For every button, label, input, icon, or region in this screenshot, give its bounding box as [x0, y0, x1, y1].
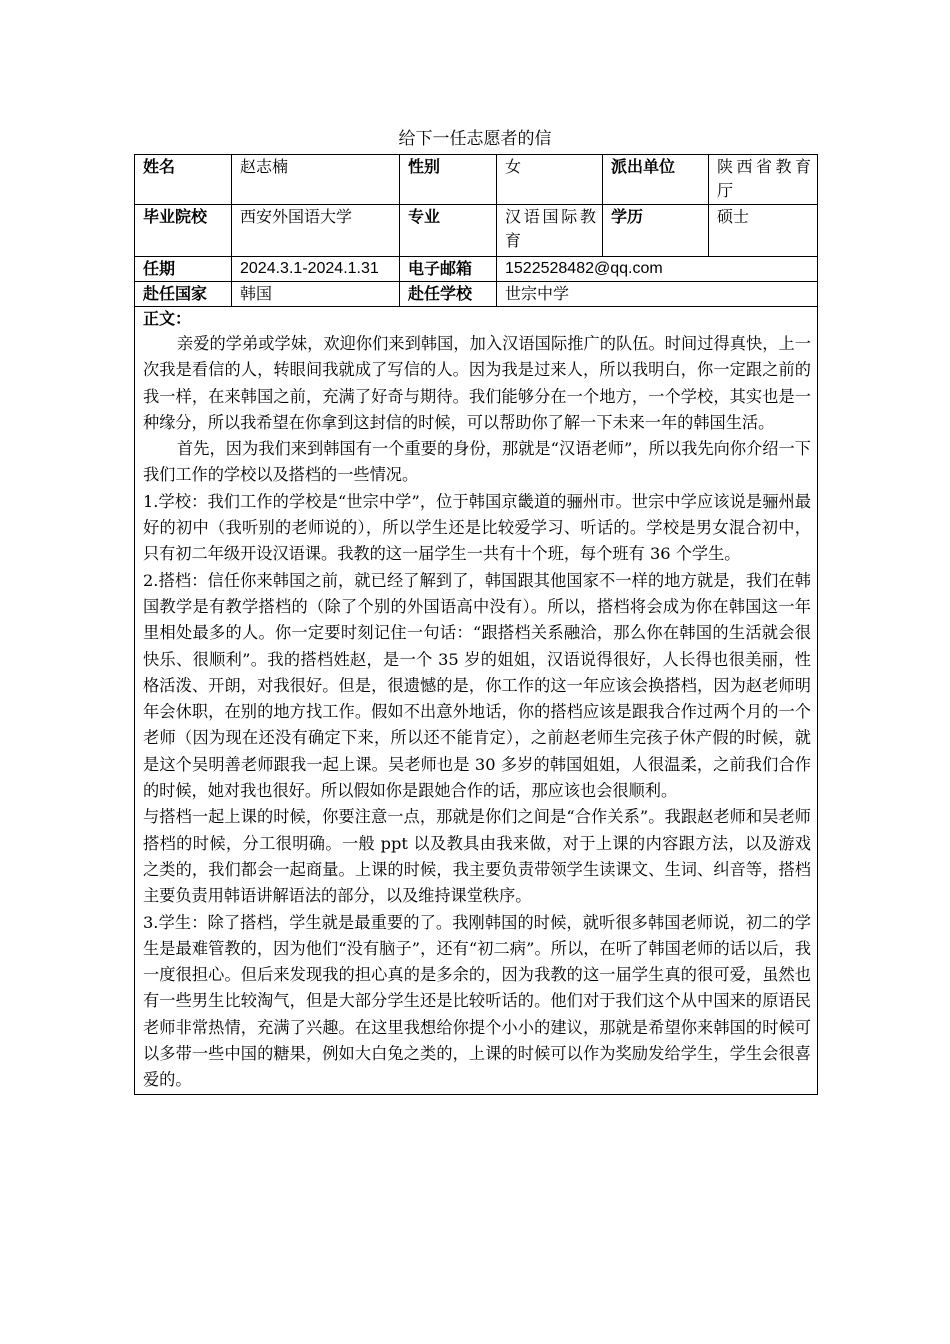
info-table: [134, 154, 818, 1095]
major-value: 汉语国际教育: [497, 205, 603, 257]
info-row-name: [135, 155, 818, 205]
body-paragraph: 与搭档一起上课的时候，你要注意一点，那就是你们之间是“合作关系”。我跟赵老师和吴老师搭档的时候，分工很明确。一般 ppt 以及教具由我来做，对于上课的内容跟方法，以及游戏之类的，我们都会一起商量。上课的时候，我主要负责带领学生读课文、生词、纠音等，搭档主要负责用韩语讲解语法的部分，以及维持课堂秩序。: [143, 807, 811, 906]
letter-body: [135, 307, 818, 1095]
term-value: 2024.3.1-2024.1.31: [232, 257, 400, 282]
country-label: 赴任国家: [135, 282, 232, 307]
body-heading: 正文：: [143, 309, 192, 328]
post-school-label: 赴任学校: [400, 282, 497, 307]
post-school-value: 世宗中学: [497, 282, 818, 307]
email-label: 电子邮箱: [400, 257, 497, 282]
document-title: 给下一任志愿者的信: [398, 129, 552, 149]
major-label: 专业: [400, 205, 497, 257]
body-paragraph: 首先，因为我们来到韩国有一个重要的身份，那就是“汉语老师”，所以我先向你介绍一下我们工作的学校以及搭档的一些情况。: [143, 439, 811, 485]
body-paragraph: 3.学生：除了搭档，学生就是最重要的了。我刚韩国的时候，就听很多韩国老师说，初二的学生是最难管教的，因为他们“没有脑子”，还有“初二病”。所以，在听了韩国老师的话以后，我一度很担心。但后来发现我的担心真的是多余的，因为我教的这一届学生真的很可爱，虽然也有一些男生比较淘气，但是大部分学生还是比较听话的。他们对于我们这个从中国来的原语民老师非常热情，充满了兴趣。在这里我想给你提个小小的建议，那就是希望你来韩国的时候可以多带一些中国的糖果，例如大白兔之类的，上课的时候可以作为奖励发给学生，学生会很喜爱的。: [143, 912, 811, 1090]
degree-value: 硕士: [709, 205, 818, 257]
country-value: 韩国: [232, 282, 400, 307]
school-label: 毕业院校: [135, 205, 232, 257]
body-paragraph: 2.搭档：信任你来韩国之前，就已经了解到了，韩国跟其他国家不一样的地方就是，我们在韩国教学是有教学搭档的（除了个别的外国语高中没有）。所以，搭档将会成为你在韩国这一年里相处最多的人。你一定要时刻记住一句话：“跟搭档关系融洽，那么你在韩国的生活就会很快乐、很顺利”。我的搭档姓赵，是一个 35 岁的姐姐，汉语说得很好，人长得也很美丽，性格活泼、开朗，对我很好。但是，很遗憾的是，你工作的这一年应该会换搭档，因为赵老师明年会休职，在别的地方找工作。假如不出意外地话，你的搭档应该是跟我合作过两个月的一个老师（因为现在还没有确定下来，所以还不能肯定），之前赵老师生完孩子休产假的时候，就是这个吴明善老师跟我一起上课。吴老师也是 30 多岁的韩国姐姐，人很温柔，之前我们合作的时候，她对我也很好。所以假如你是跟她合作的话，那应该也会很顺利。: [143, 570, 811, 801]
info-row-country: [135, 282, 818, 307]
name-label: 姓名: [135, 155, 232, 205]
gender-value: 女: [497, 155, 603, 205]
term-label: 任期: [135, 257, 232, 282]
dispatch-value: 陕西省教育厅: [709, 155, 818, 205]
dispatch-label: 派出单位: [603, 155, 709, 205]
email-value: 1522528482@qq.com: [497, 257, 818, 282]
degree-label: 学历: [603, 205, 709, 257]
body-paragraph: 1.学校：我们工作的学校是“世宗中学”，位于韩国京畿道的骊州市。世宗中学应该说是骊州最好的初中（我听别的老师说的），所以学生还是比较爱学习、听话的。学校是男女混合初中，只有初二年级开设汉语课。我教的这一届学生一共有十个班，每个班有 36 个学生。: [143, 491, 811, 564]
info-row-body: [135, 307, 818, 1095]
info-row-school: [135, 205, 818, 257]
name-value: 赵志楠: [232, 155, 400, 205]
school-value: 西安外国语大学: [232, 205, 400, 257]
body-paragraph: 亲爱的学弟或学妹，欢迎你们来到韩国，加入汉语国际推广的队伍。时间过得真快，上一次我是看信的人，转眼间我就成了写信的人。因为我是过来人，所以我明白，你一定跟之前的我一样，在来韩国之前，充满了好奇与期待。我们能够分在一个地方，一个学校，其实也是一种缘分，所以我希望在你拿到这封信的时候，可以帮助你了解一下未来一年的韩国生活。: [143, 334, 811, 432]
info-row-term: [135, 257, 818, 282]
gender-label: 性别: [400, 155, 497, 205]
